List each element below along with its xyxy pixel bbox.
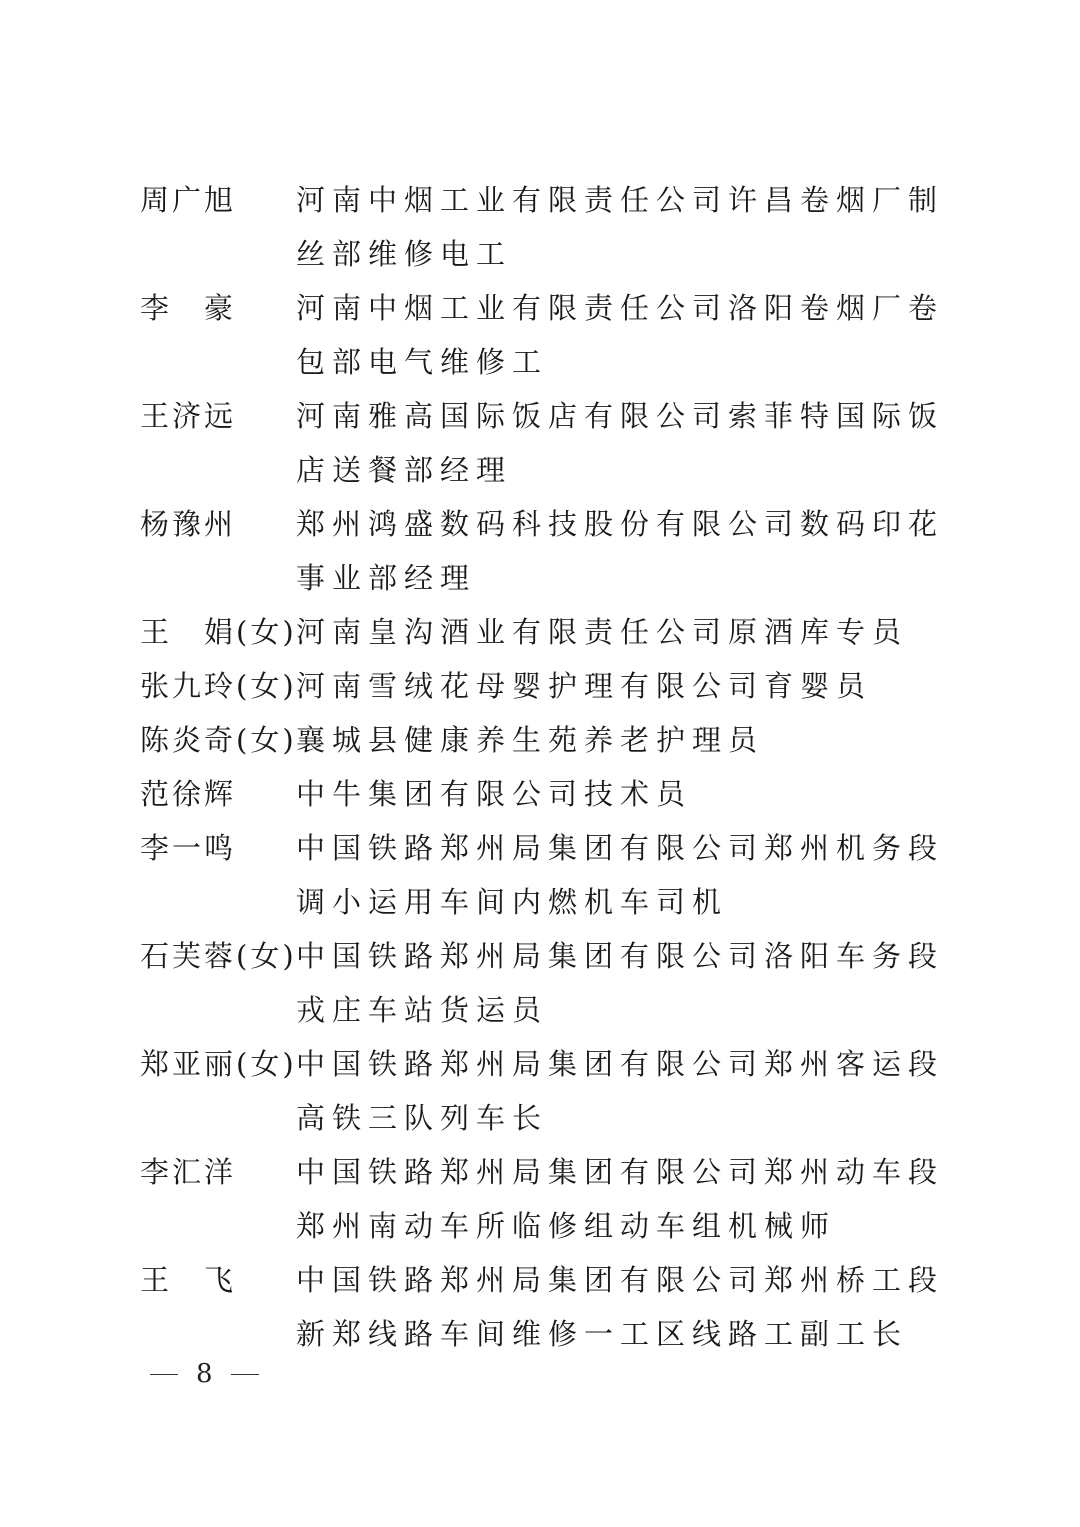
list-item [140,497,960,605]
organization-title: 中国铁路郑州局集团有限公司郑州客运段高铁三队列车长 [296,1047,945,1135]
list-item [140,389,960,497]
person-name: 李 豪 [140,291,237,325]
organization-title: 河南雪绒花母婴护理有限公司育婴员 [296,669,873,703]
person-name: 李汇洋 [140,1155,237,1189]
list-item [140,1037,960,1145]
list-item [140,659,960,713]
organization-title: 河南皇沟酒业有限责任公司原酒库专员 [296,615,909,649]
list-item [140,281,960,389]
person-name: 李一鸣 [140,831,237,865]
person-name: 王 飞 [140,1263,237,1297]
footer-dash-right [231,1374,259,1375]
list-item [140,821,960,929]
person-name: 王 娟(女) [140,615,297,649]
person-name: 张九玲(女) [140,669,297,703]
person-name: 王济远 [140,399,237,433]
person-name: 陈炎奇(女) [140,723,297,757]
organization-title: 中国铁路郑州局集团有限公司洛阳车务段戎庄车站货运员 [296,939,945,1027]
person-name: 范徐辉 [140,777,237,811]
organization-title: 襄城县健康养生苑养老护理员 [296,723,765,757]
organization-title: 中国铁路郑州局集团有限公司郑州桥工段新郑线路车间维修一工区线路工副工长 [296,1263,945,1351]
page-number: 8 [196,1359,213,1389]
person-name: 杨豫州 [140,507,237,541]
list-item [140,173,960,281]
organization-title: 中国铁路郑州局集团有限公司郑州动车段郑州南动车所临修组动车组机械师 [296,1155,945,1243]
list-item [140,929,960,1037]
page-footer [150,1356,259,1392]
organization-title: 中国铁路郑州局集团有限公司郑州机务段调小运用车间内燃机车司机 [296,831,945,919]
list-item [140,1253,960,1361]
person-name: 周广旭 [140,183,237,217]
list-item [140,713,960,767]
honoree-list [140,173,960,1361]
organization-title: 郑州鸿盛数码科技股份有限公司数码印花事业部经理 [296,507,945,595]
organization-title: 河南雅高国际饭店有限公司索菲特国际饭店送餐部经理 [296,399,945,487]
organization-title: 河南中烟工业有限责任公司许昌卷烟厂制丝部维修电工 [296,183,945,271]
list-item [140,605,960,659]
list-item [140,1145,960,1253]
organization-title: 河南中烟工业有限责任公司洛阳卷烟厂卷包部电气维修工 [296,291,945,379]
person-name: 石芙蓉(女) [140,939,297,973]
organization-title: 中牛集团有限公司技术员 [296,777,693,811]
footer-dash-left [150,1374,178,1375]
person-name: 郑亚丽(女) [140,1047,297,1081]
list-item [140,767,960,821]
